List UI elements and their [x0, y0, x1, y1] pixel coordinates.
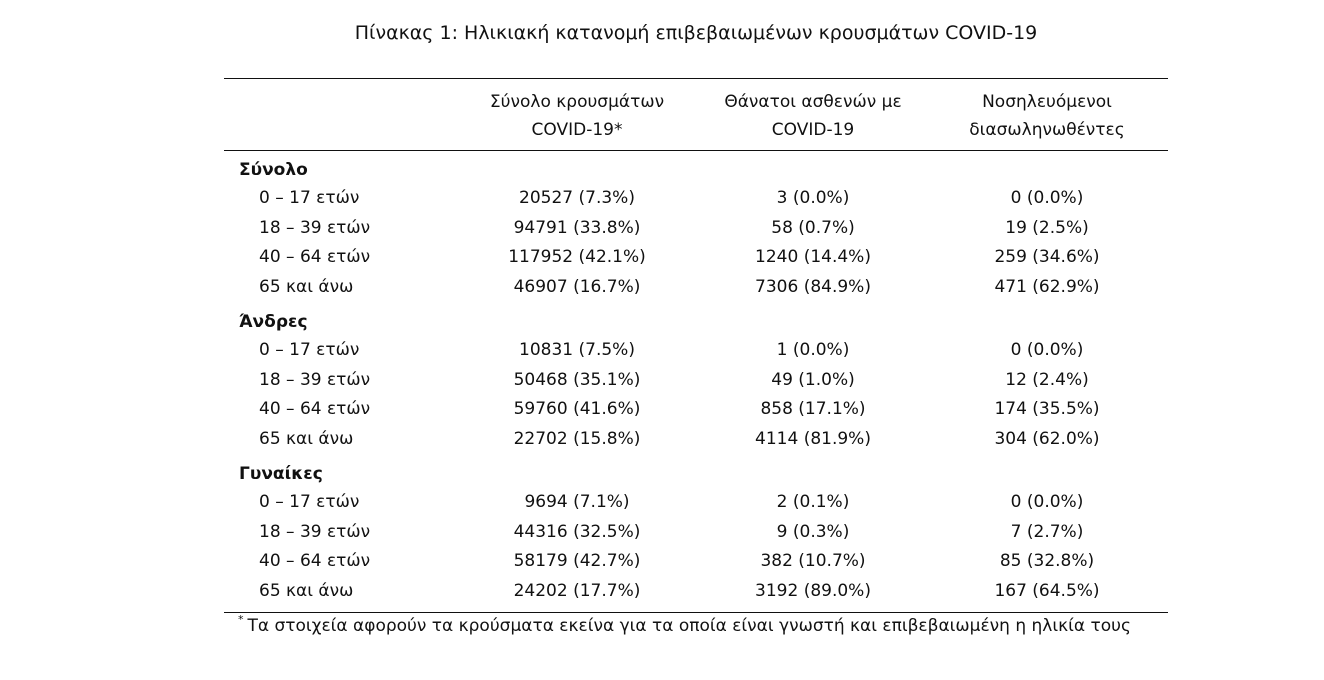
bottom-rule — [224, 612, 1168, 613]
cell-intubated: 0 (0.0%) — [1010, 340, 1084, 360]
group-label-total: Σύνολο — [239, 160, 308, 180]
age-group-label: 18 – 39 ετών — [259, 521, 371, 542]
footnote-text: Τα στοιχεία αφορούν τα κρούσματα εκείνα για τα οποία είναι γνωστή και επιβεβαιωμένη η ηλικία τους — [247, 616, 1131, 636]
cell-deaths: 3 (0.0%) — [776, 188, 850, 208]
table-row — [224, 425, 1168, 454]
cell-cases: 94791 (33.8%) — [513, 217, 641, 238]
age-group-label: 0 – 17 ετών — [259, 340, 360, 360]
cell-deaths: 58 (0.7%) — [771, 217, 855, 238]
cell-cases: 58179 (42.7%) — [513, 551, 641, 571]
cell-cases: 9694 (7.1%) — [524, 492, 630, 512]
table-row — [224, 395, 1168, 424]
cell-deaths: 49 (1.0%) — [771, 369, 855, 390]
cell-cases: 50468 (35.1%) — [513, 369, 641, 390]
footnote — [238, 613, 1131, 636]
cell-deaths: 1 (0.0%) — [776, 340, 850, 360]
age-group-label: 65 και άνω — [259, 428, 354, 449]
cell-cases: 44316 (32.5%) — [513, 521, 641, 542]
cell-deaths: 2 (0.1%) — [776, 492, 850, 512]
cell-intubated: 0 (0.0%) — [1010, 492, 1084, 512]
cell-deaths: 9 (0.3%) — [776, 521, 850, 542]
cell-deaths: 858 (17.1%) — [760, 399, 866, 419]
cell-cases: 22702 (15.8%) — [513, 428, 641, 449]
table-row — [224, 273, 1168, 302]
cell-cases: 10831 (7.5%) — [519, 340, 635, 360]
age-group-label: 18 – 39 ετών — [259, 369, 371, 390]
group-label-men: Άνδρες — [239, 312, 308, 332]
column-header-intubated-line2: διασωληνωθέντες — [969, 120, 1125, 140]
cell-intubated: 167 (64.5%) — [994, 580, 1100, 601]
column-header-cases-line2: COVID-19* — [531, 120, 623, 140]
cell-cases: 24202 (17.7%) — [513, 580, 641, 601]
cell-deaths: 1240 (14.4%) — [755, 247, 871, 267]
age-group-label: 40 – 64 ετών — [259, 551, 371, 571]
age-group-label: 65 και άνω — [259, 276, 354, 297]
group-label-women: Γυναίκες — [239, 464, 323, 484]
cell-intubated: 304 (62.0%) — [994, 428, 1100, 449]
column-header-intubated — [944, 88, 1150, 144]
table-row — [224, 366, 1168, 395]
cell-intubated: 19 (2.5%) — [1005, 217, 1089, 238]
cell-intubated: 174 (35.5%) — [994, 399, 1100, 419]
cell-intubated: 259 (34.6%) — [994, 247, 1100, 267]
age-group-label: 0 – 17 ετών — [259, 188, 360, 208]
header-rule — [224, 150, 1168, 151]
table-row — [224, 336, 1168, 365]
cell-deaths: 4114 (81.9%) — [755, 428, 871, 449]
cell-deaths: 3192 (89.0%) — [755, 580, 871, 601]
column-header-intubated-line1: Νοσηλευόμενοι — [982, 92, 1112, 112]
cell-cases: 59760 (41.6%) — [513, 399, 641, 419]
column-header-deaths-line2: COVID-19 — [771, 120, 855, 140]
age-group-label: 18 – 39 ετών — [259, 217, 371, 238]
cell-cases: 117952 (42.1%) — [508, 247, 646, 267]
table-caption: Πίνακας 1: Ηλικιακή κατανομή επιβεβαιωμένων κρουσμάτων COVID-19 — [354, 22, 1038, 44]
table-row — [224, 243, 1168, 272]
cell-cases: 46907 (16.7%) — [513, 276, 641, 297]
table-row — [224, 214, 1168, 243]
column-header-deaths — [710, 88, 916, 144]
age-group-label: 40 – 64 ετών — [259, 399, 371, 419]
column-header-cases-line1: Σύνολο κρουσμάτων — [489, 92, 665, 112]
table-row — [224, 184, 1168, 213]
column-header-deaths-line1: Θάνατοι ασθενών με — [724, 92, 902, 112]
cell-intubated: 12 (2.4%) — [1005, 369, 1089, 390]
age-group-label: 0 – 17 ετών — [259, 492, 360, 512]
table-row — [224, 577, 1168, 606]
cell-intubated: 0 (0.0%) — [1010, 188, 1084, 208]
table-row — [224, 518, 1168, 547]
cell-cases: 20527 (7.3%) — [519, 188, 635, 208]
cell-intubated: 85 (32.8%) — [999, 551, 1095, 571]
cell-intubated: 471 (62.9%) — [994, 276, 1100, 297]
table-row — [224, 488, 1168, 517]
cell-deaths: 7306 (84.9%) — [755, 276, 871, 297]
table-row — [224, 547, 1168, 576]
age-group-label: 40 – 64 ετών — [259, 247, 371, 267]
cell-intubated: 7 (2.7%) — [1010, 521, 1084, 542]
top-rule — [224, 78, 1168, 79]
age-group-label: 65 και άνω — [259, 580, 354, 601]
footnote-marker: * — [238, 613, 244, 626]
cell-deaths: 382 (10.7%) — [760, 551, 866, 571]
column-header-cases — [474, 88, 680, 144]
